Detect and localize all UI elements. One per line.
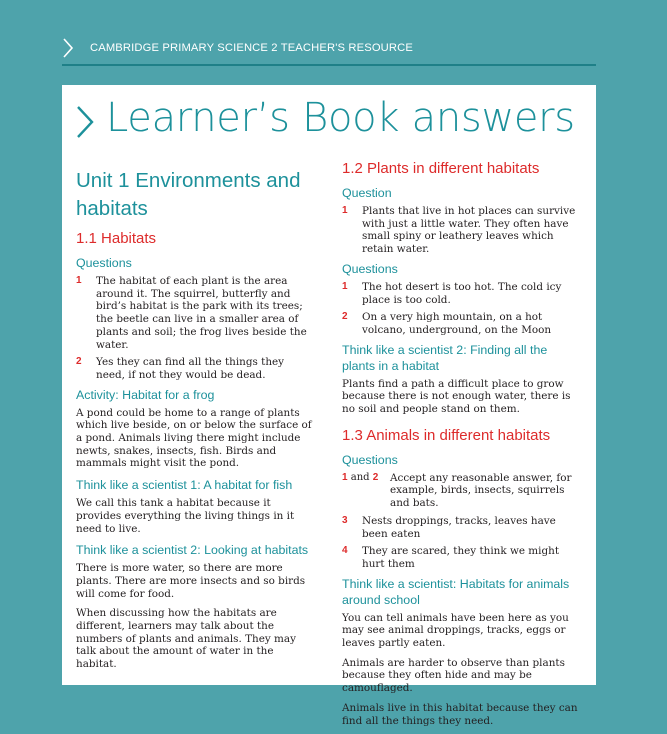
question-number: 2 (76, 356, 82, 368)
tls1-text: We call this tank a habitat because it provides everything the living things in it need to live. (76, 497, 295, 535)
section-1-3-title: 1.3 Animals in different habitats (342, 426, 551, 444)
header-rule (62, 64, 596, 66)
questions-heading: Questions (76, 256, 132, 270)
activity-heading: Activity: Habitat for a frog (76, 387, 215, 402)
question-item (342, 515, 582, 540)
question-item (76, 356, 316, 381)
page-title: Learner’s Book answers (106, 95, 575, 141)
question-text: The habitat of each plant is the area around it. The squirrel, butterfly and bird’s habitat is the park with its trees; the beetle can live in a smaller area of plants and soil; the frog lives beside the water. (96, 275, 307, 351)
title-chevron-icon (75, 105, 95, 139)
tls2-text-2: When discussing how the habitats are different, learners may talk about the numbers of plants and animals. They may talk about the amount of water in the habitat. (76, 607, 296, 671)
header-title: CAMBRIDGE PRIMARY SCIENCE 2 TEACHER'S RESOURCE (90, 42, 413, 54)
chevron-right-icon (62, 38, 74, 58)
section-1-1-title: 1.1 Habitats (76, 230, 157, 247)
question-number: 1 (342, 280, 348, 292)
section-1-2-title: 1.2 Plants in different habitats (342, 160, 540, 177)
tls2-heading: Think like a scientist 2: Looking at habitats (76, 543, 309, 558)
tls-heading: Think like a scientist 2: Finding all the plants in a habitat (342, 342, 548, 373)
running-header (0, 0, 667, 70)
tls-text: Plants find a path a difficult place to grow because there is not enough water, there is no soil and people stand on them. (342, 377, 571, 416)
questions-heading: Questions (342, 452, 398, 467)
question-heading: Question (342, 186, 392, 200)
question-text: Yes they can find all the things they need, if not they would be dead. (96, 356, 285, 381)
question-item (342, 545, 582, 570)
question-number-1: 1 (342, 471, 348, 483)
question-text: Accept any reasonable answer, for example, birds, insects, squirrels and bats. (390, 471, 572, 510)
tls-text-1: You can tell animals have been here as you may see animal droppings, tracks, eggs or leaves partly eaten. (342, 611, 569, 650)
question-number (342, 472, 378, 485)
question-item (76, 275, 316, 351)
tls-text-3: Animals live in this habitat because they can find all the things they need. (342, 701, 578, 727)
question-number: 3 (342, 514, 348, 526)
question-number: 1 (342, 205, 348, 216)
right-column (342, 159, 582, 734)
question-text: Plants that live in hot places can survive with just a little water. They often have small spiny or leathery leaves which retain water. (362, 205, 576, 256)
question-number-2: 2 (372, 471, 379, 483)
question-item (342, 311, 582, 336)
tls-heading: Think like a scientist: Habitats for animals around school (342, 576, 570, 607)
and-word: and (347, 471, 373, 483)
tls2-text-1: There is more water, so there are more plants. There are more insects and so birds will come for food. (76, 562, 306, 600)
questions-heading: Questions (342, 261, 398, 276)
question-item (342, 205, 582, 256)
tls1-heading: Think like a scientist 1: A habitat for fish (76, 478, 293, 493)
activity-text: A pond could be home to a range of plants which live beside, on or below the surface of a pond. Animals living there might include newts, snakes, insects, fish. Birds and mammals might visit the pond. (76, 406, 312, 470)
left-column (76, 167, 316, 678)
question-text: On a very high mountain, on a hot volcano, underground, on the Moon (362, 311, 552, 336)
unit-title: Unit 1 Environments and habitats (76, 169, 301, 220)
tls-text-2: Animals are harder to observe than plants because they often hide and may be camouflaged. (342, 656, 565, 695)
question-item (342, 472, 582, 510)
page-sheet (62, 85, 596, 727)
question-number: 2 (342, 311, 348, 323)
question-number: 4 (342, 545, 348, 557)
question-number: 1 (76, 275, 82, 286)
question-text: They are scared, they think we might hurt them (362, 545, 559, 570)
question-item (342, 281, 582, 306)
question-text: The hot desert is too hot. The cold icy place is too cold. (362, 280, 562, 306)
question-text: Nests droppings, tracks, leaves have been eaten (362, 514, 556, 540)
